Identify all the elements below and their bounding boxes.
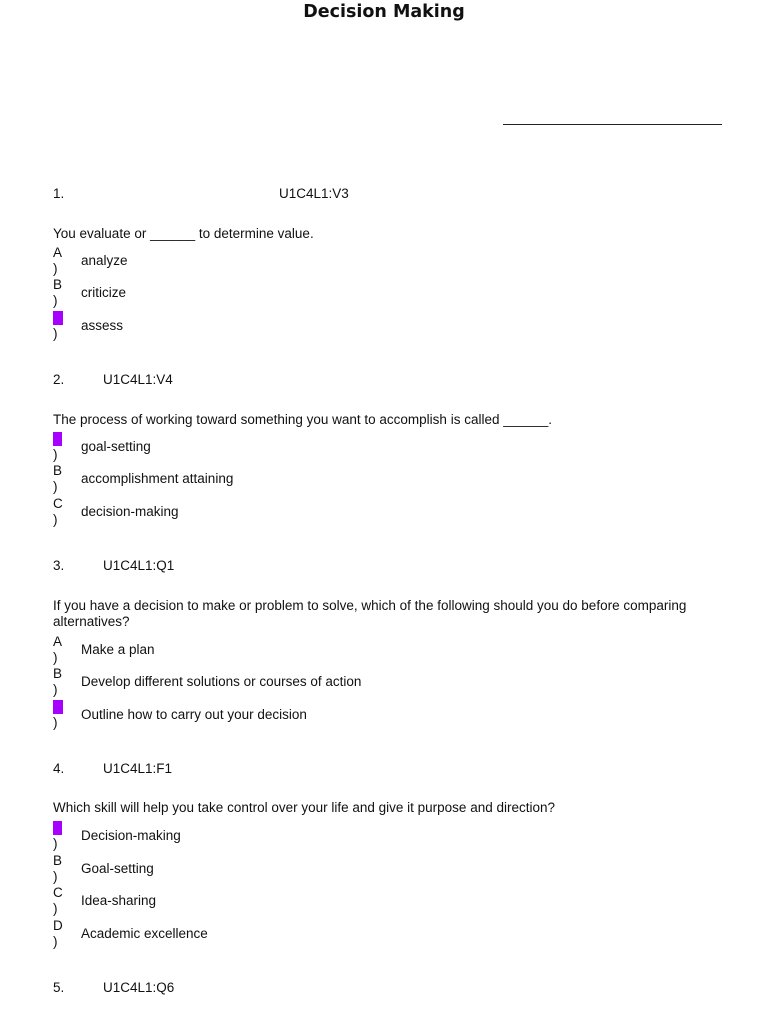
question-number: 5. bbox=[53, 980, 65, 995]
option-text: decision-making bbox=[81, 504, 179, 519]
name-blank-line bbox=[503, 124, 722, 125]
option-letter: D bbox=[53, 918, 63, 933]
option-paren: ) bbox=[53, 901, 58, 916]
question-code: U1C4L1:Q6 bbox=[103, 980, 175, 995]
question-4-option-d bbox=[53, 918, 733, 950]
option-text: Idea-sharing bbox=[81, 893, 157, 908]
question-3-option-c bbox=[53, 699, 733, 731]
question-4-option-c bbox=[53, 885, 733, 917]
question-4-option-b bbox=[53, 853, 733, 885]
question-number: 4. bbox=[53, 761, 65, 776]
option-letter-highlighted: C bbox=[53, 699, 63, 714]
option-paren: ) bbox=[53, 261, 58, 276]
question-3-option-a bbox=[53, 634, 733, 666]
option-letter-highlighted: A bbox=[53, 820, 63, 835]
question-2-option-a bbox=[53, 431, 733, 463]
option-letter: B bbox=[53, 277, 63, 292]
option-paren: ) bbox=[53, 682, 58, 697]
option-letter: C bbox=[53, 496, 63, 511]
question-2-option-c bbox=[53, 496, 733, 528]
question-3-text: If you have a decision to make or problem to solve, which of the following should you do before comparing alternatives? bbox=[53, 598, 687, 629]
document-title: Decision Making bbox=[303, 2, 465, 22]
question-1-option-c bbox=[53, 310, 733, 342]
question-1-option-a bbox=[53, 245, 733, 277]
option-paren: ) bbox=[53, 836, 58, 851]
option-text: Develop different solutions or courses of action bbox=[81, 674, 362, 689]
question-2-text: The process of working toward something you want to accomplish is called ______. bbox=[53, 412, 553, 427]
option-text: accomplishment attaining bbox=[81, 471, 234, 486]
question-code: U1C4L1:V3 bbox=[279, 186, 349, 201]
option-letter-highlighted: A bbox=[53, 431, 63, 446]
question-3-option-b bbox=[53, 666, 733, 698]
option-text: Goal-setting bbox=[81, 861, 154, 876]
option-paren: ) bbox=[53, 869, 58, 884]
option-text: criticize bbox=[81, 285, 127, 300]
option-letter: B bbox=[53, 463, 63, 478]
option-letter: A bbox=[53, 245, 63, 260]
option-text: Make a plan bbox=[81, 642, 155, 657]
option-letter: B bbox=[53, 853, 63, 868]
option-paren: ) bbox=[53, 293, 58, 308]
option-text: Decision-making bbox=[81, 828, 181, 843]
option-text: Academic excellence bbox=[81, 926, 208, 941]
option-text: Outline how to carry out your decision bbox=[81, 707, 307, 722]
option-text: analyze bbox=[81, 253, 128, 268]
question-code: U1C4L1:F1 bbox=[103, 761, 173, 776]
option-letter: C bbox=[53, 885, 63, 900]
question-2-option-b bbox=[53, 463, 733, 495]
question-number: 1. bbox=[53, 186, 65, 201]
option-letter: B bbox=[53, 666, 63, 681]
option-text: assess bbox=[81, 318, 124, 333]
option-paren: ) bbox=[53, 650, 58, 665]
option-letter-highlighted: C bbox=[53, 310, 63, 325]
option-paren: ) bbox=[53, 934, 58, 949]
question-code: U1C4L1:V4 bbox=[103, 372, 173, 387]
option-letter: A bbox=[53, 634, 63, 649]
question-code: U1C4L1:Q1 bbox=[103, 558, 175, 573]
question-number: 2. bbox=[53, 372, 65, 387]
question-4-text: Which skill will help you take control over your life and give it purpose and direction? bbox=[53, 800, 556, 815]
option-paren: ) bbox=[53, 447, 58, 462]
option-paren: ) bbox=[53, 479, 58, 494]
question-1-text: You evaluate or ______ to determine value. bbox=[53, 226, 314, 241]
question-1-option-b bbox=[53, 277, 733, 309]
option-paren: ) bbox=[53, 326, 58, 341]
question-number: 3. bbox=[53, 558, 65, 573]
question-4-option-a bbox=[53, 820, 733, 852]
option-text: goal-setting bbox=[81, 439, 151, 454]
option-paren: ) bbox=[53, 512, 58, 527]
option-paren: ) bbox=[53, 715, 58, 730]
